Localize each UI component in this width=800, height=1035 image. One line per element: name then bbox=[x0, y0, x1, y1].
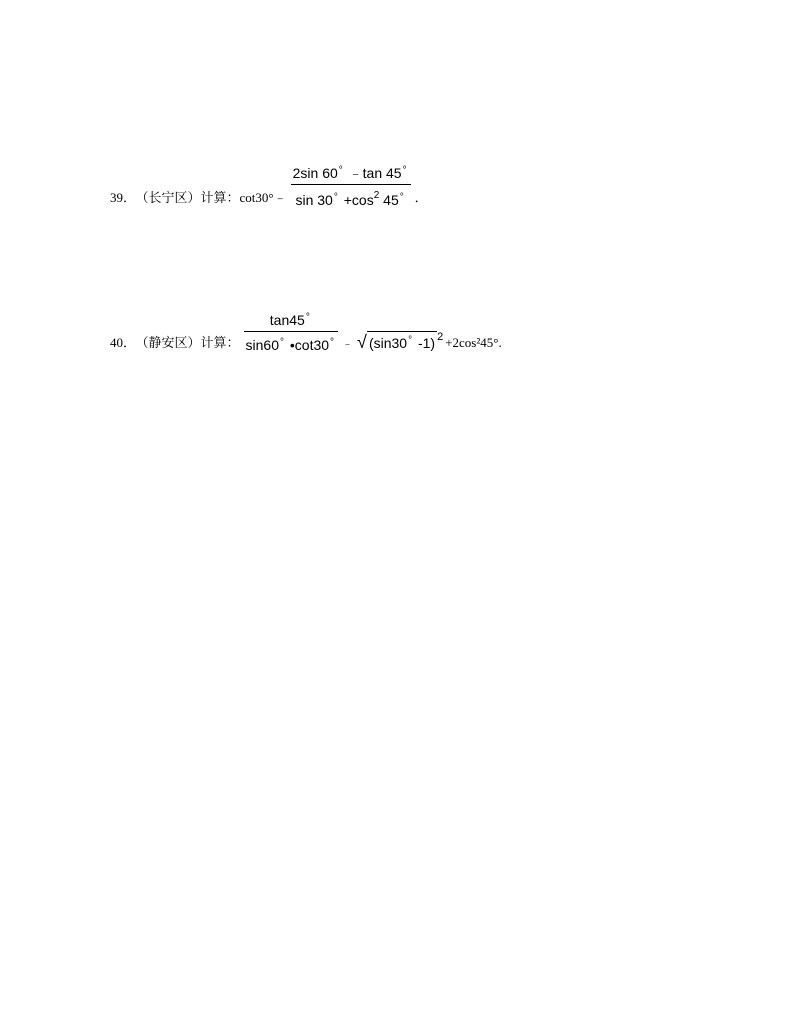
square-root bbox=[357, 331, 443, 354]
degree-mark: ° bbox=[330, 337, 335, 348]
problem-40 bbox=[110, 309, 502, 354]
num-term: 2sin 60 bbox=[292, 165, 338, 181]
expression-prefix: cot30°﹣ bbox=[239, 190, 287, 205]
degree-mark: ° bbox=[280, 337, 284, 348]
minus-sign: ﹣ bbox=[342, 338, 354, 350]
problem-39 bbox=[110, 162, 428, 209]
problem-source: （静安区）计算： bbox=[142, 335, 240, 350]
den-term: 45 bbox=[379, 192, 399, 208]
den-term: sin60 bbox=[245, 337, 279, 353]
radicand bbox=[367, 331, 437, 351]
num-term: ﹣tan 45 bbox=[344, 165, 402, 181]
degree-mark: ° bbox=[333, 192, 338, 203]
degree-mark: ° bbox=[408, 335, 413, 346]
radicand-term: (sin30 bbox=[368, 335, 408, 351]
fraction-numerator bbox=[291, 162, 411, 184]
expression-suffix: +2cos²45°. bbox=[445, 335, 502, 350]
radical-icon: √ bbox=[357, 332, 367, 352]
problem-source: （长宁区）计算： bbox=[142, 190, 240, 205]
fraction bbox=[244, 309, 339, 354]
degree-mark: ° bbox=[399, 192, 404, 203]
degree-mark: ° bbox=[305, 312, 310, 323]
degree-mark: ° bbox=[402, 165, 407, 176]
problem-39-lead bbox=[110, 187, 287, 209]
num-term: tan45 bbox=[269, 312, 305, 328]
den-term: •cot30 bbox=[286, 337, 330, 353]
problem-number: 40． bbox=[110, 335, 137, 350]
den-term: +cos bbox=[339, 192, 374, 208]
radicand-term: -1) bbox=[414, 335, 436, 351]
den-term: sin 30 bbox=[295, 192, 333, 208]
fraction-numerator bbox=[268, 309, 314, 331]
problem-number: 39． bbox=[110, 190, 137, 205]
expression-suffix: ． bbox=[414, 190, 428, 205]
power: 2 bbox=[373, 190, 380, 201]
fraction-denominator bbox=[293, 185, 407, 209]
problem-40-lead bbox=[110, 332, 240, 354]
fraction-denominator bbox=[244, 332, 339, 354]
degree-mark: ° bbox=[338, 165, 343, 176]
fraction bbox=[291, 162, 411, 209]
radical-exponent: 2 bbox=[437, 331, 444, 343]
